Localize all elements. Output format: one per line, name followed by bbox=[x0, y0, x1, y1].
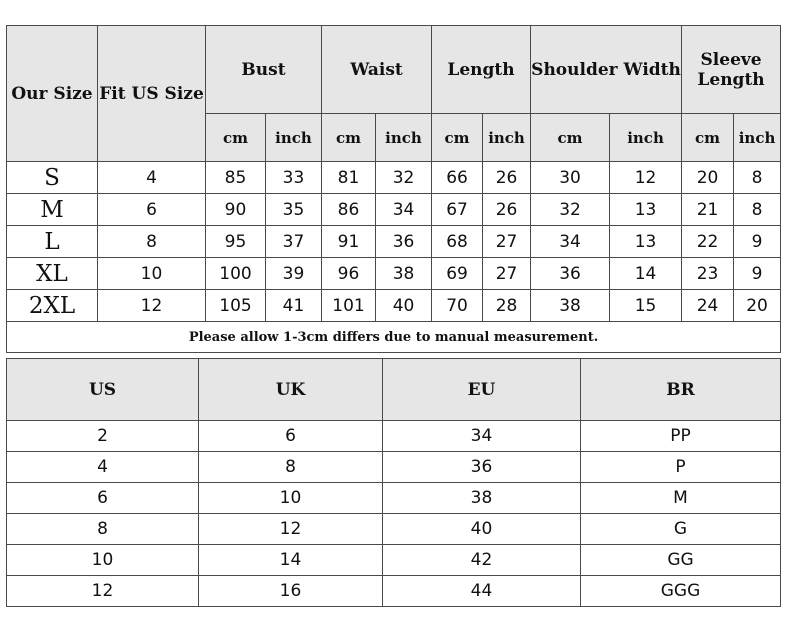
table-cell: 36 bbox=[376, 226, 432, 258]
measurement-note: Please allow 1-3cm differs due to manual measurement. bbox=[7, 322, 781, 353]
table-cell: 40 bbox=[383, 514, 581, 545]
table-cell: 10 bbox=[98, 258, 206, 290]
table-cell: 66 bbox=[432, 162, 483, 194]
table-cell: 13 bbox=[610, 226, 682, 258]
table-cell: 35 bbox=[266, 194, 322, 226]
table-row bbox=[7, 514, 781, 545]
table-row bbox=[7, 483, 781, 514]
table-cell: 12 bbox=[7, 576, 199, 607]
table-row bbox=[7, 452, 781, 483]
table-cell: 68 bbox=[432, 226, 483, 258]
table-cell: 12 bbox=[98, 290, 206, 322]
table-cell: 9 bbox=[734, 258, 781, 290]
table-cell: 15 bbox=[610, 290, 682, 322]
table-cell: 27 bbox=[483, 226, 531, 258]
table-cell: 10 bbox=[199, 483, 383, 514]
table-cell: 39 bbox=[266, 258, 322, 290]
table-cell: GGG bbox=[581, 576, 781, 607]
table-cell: 81 bbox=[322, 162, 376, 194]
size-chart-body bbox=[7, 162, 781, 322]
header-fit-us-size: Fit US Size bbox=[98, 26, 206, 162]
table-cell: 13 bbox=[610, 194, 682, 226]
size-label-cell: S bbox=[7, 162, 98, 194]
table-cell: 36 bbox=[383, 452, 581, 483]
table-cell: 21 bbox=[682, 194, 734, 226]
table-cell: G bbox=[581, 514, 781, 545]
table-cell: 44 bbox=[383, 576, 581, 607]
conversion-header-eu: EU bbox=[383, 359, 581, 421]
table-cell: 34 bbox=[383, 421, 581, 452]
conversion-header-uk: UK bbox=[199, 359, 383, 421]
header-waist: Waist bbox=[322, 26, 432, 114]
table-cell: 22 bbox=[682, 226, 734, 258]
table-cell: 12 bbox=[610, 162, 682, 194]
size-chart-table bbox=[6, 25, 781, 353]
table-cell: 12 bbox=[199, 514, 383, 545]
table-cell: 42 bbox=[383, 545, 581, 576]
table-cell: 70 bbox=[432, 290, 483, 322]
table-row bbox=[7, 194, 781, 226]
table-cell: 30 bbox=[531, 162, 610, 194]
table-cell: 20 bbox=[734, 290, 781, 322]
table-cell: 8 bbox=[98, 226, 206, 258]
table-row bbox=[7, 290, 781, 322]
table-row bbox=[7, 421, 781, 452]
table-cell: 8 bbox=[734, 194, 781, 226]
table-cell: 32 bbox=[531, 194, 610, 226]
unit-header-inch: inch bbox=[483, 114, 531, 162]
unit-header-cm: cm bbox=[531, 114, 610, 162]
table-cell: 96 bbox=[322, 258, 376, 290]
table-cell: 38 bbox=[376, 258, 432, 290]
table-cell: 67 bbox=[432, 194, 483, 226]
header-bust: Bust bbox=[206, 26, 322, 114]
table-cell: 69 bbox=[432, 258, 483, 290]
table-cell: 36 bbox=[531, 258, 610, 290]
conversion-header-br: BR bbox=[581, 359, 781, 421]
table-cell: 33 bbox=[266, 162, 322, 194]
table-cell: 32 bbox=[376, 162, 432, 194]
conversion-header-us: US bbox=[7, 359, 199, 421]
table-cell: 34 bbox=[376, 194, 432, 226]
unit-header-inch: inch bbox=[376, 114, 432, 162]
table-cell: 26 bbox=[483, 194, 531, 226]
table-cell: 100 bbox=[206, 258, 266, 290]
unit-header-cm: cm bbox=[682, 114, 734, 162]
header-length: Length bbox=[432, 26, 531, 114]
table-cell: 95 bbox=[206, 226, 266, 258]
unit-header-inch: inch bbox=[610, 114, 682, 162]
table-row bbox=[7, 162, 781, 194]
table-row bbox=[7, 226, 781, 258]
table-cell: 38 bbox=[383, 483, 581, 514]
table-cell: 37 bbox=[266, 226, 322, 258]
size-label-cell: XL bbox=[7, 258, 98, 290]
table-cell: 38 bbox=[531, 290, 610, 322]
table-cell: 6 bbox=[199, 421, 383, 452]
table-cell: 14 bbox=[610, 258, 682, 290]
table-cell: 27 bbox=[483, 258, 531, 290]
table-cell: 23 bbox=[682, 258, 734, 290]
table-cell: 10 bbox=[7, 545, 199, 576]
header-sleeve-length: Sleeve Length bbox=[682, 26, 781, 114]
unit-header-cm: cm bbox=[322, 114, 376, 162]
table-cell: 86 bbox=[322, 194, 376, 226]
table-cell: 9 bbox=[734, 226, 781, 258]
table-cell: 6 bbox=[98, 194, 206, 226]
table-row bbox=[7, 545, 781, 576]
table-cell: 90 bbox=[206, 194, 266, 226]
size-label-cell: 2XL bbox=[7, 290, 98, 322]
unit-header-cm: cm bbox=[206, 114, 266, 162]
size-conversion-table bbox=[6, 358, 781, 607]
header-our-size: Our Size bbox=[7, 26, 98, 162]
table-row bbox=[7, 576, 781, 607]
table-cell: 8 bbox=[7, 514, 199, 545]
conversion-header-row bbox=[7, 359, 781, 421]
header-shoulder-width: Shoulder Width bbox=[531, 26, 682, 114]
table-cell: 28 bbox=[483, 290, 531, 322]
table-cell: 40 bbox=[376, 290, 432, 322]
unit-header-cm: cm bbox=[432, 114, 483, 162]
unit-header-inch: inch bbox=[734, 114, 781, 162]
table-cell: 2 bbox=[7, 421, 199, 452]
table-cell: 4 bbox=[7, 452, 199, 483]
table-cell: 34 bbox=[531, 226, 610, 258]
table-cell: 26 bbox=[483, 162, 531, 194]
table-cell: 20 bbox=[682, 162, 734, 194]
table-cell: 24 bbox=[682, 290, 734, 322]
size-label-cell: L bbox=[7, 226, 98, 258]
conversion-body bbox=[7, 421, 781, 607]
table-cell: 85 bbox=[206, 162, 266, 194]
table-cell: PP bbox=[581, 421, 781, 452]
table-cell: 8 bbox=[199, 452, 383, 483]
table-cell: 105 bbox=[206, 290, 266, 322]
table-cell: 14 bbox=[199, 545, 383, 576]
table-cell: 41 bbox=[266, 290, 322, 322]
table-cell: P bbox=[581, 452, 781, 483]
table-cell: 91 bbox=[322, 226, 376, 258]
table-cell: 6 bbox=[7, 483, 199, 514]
table-cell: GG bbox=[581, 545, 781, 576]
table-row bbox=[7, 258, 781, 290]
table-cell: 101 bbox=[322, 290, 376, 322]
table-cell: M bbox=[581, 483, 781, 514]
table-cell: 8 bbox=[734, 162, 781, 194]
table-cell: 16 bbox=[199, 576, 383, 607]
size-label-cell: M bbox=[7, 194, 98, 226]
unit-header-inch: inch bbox=[266, 114, 322, 162]
table-cell: 4 bbox=[98, 162, 206, 194]
